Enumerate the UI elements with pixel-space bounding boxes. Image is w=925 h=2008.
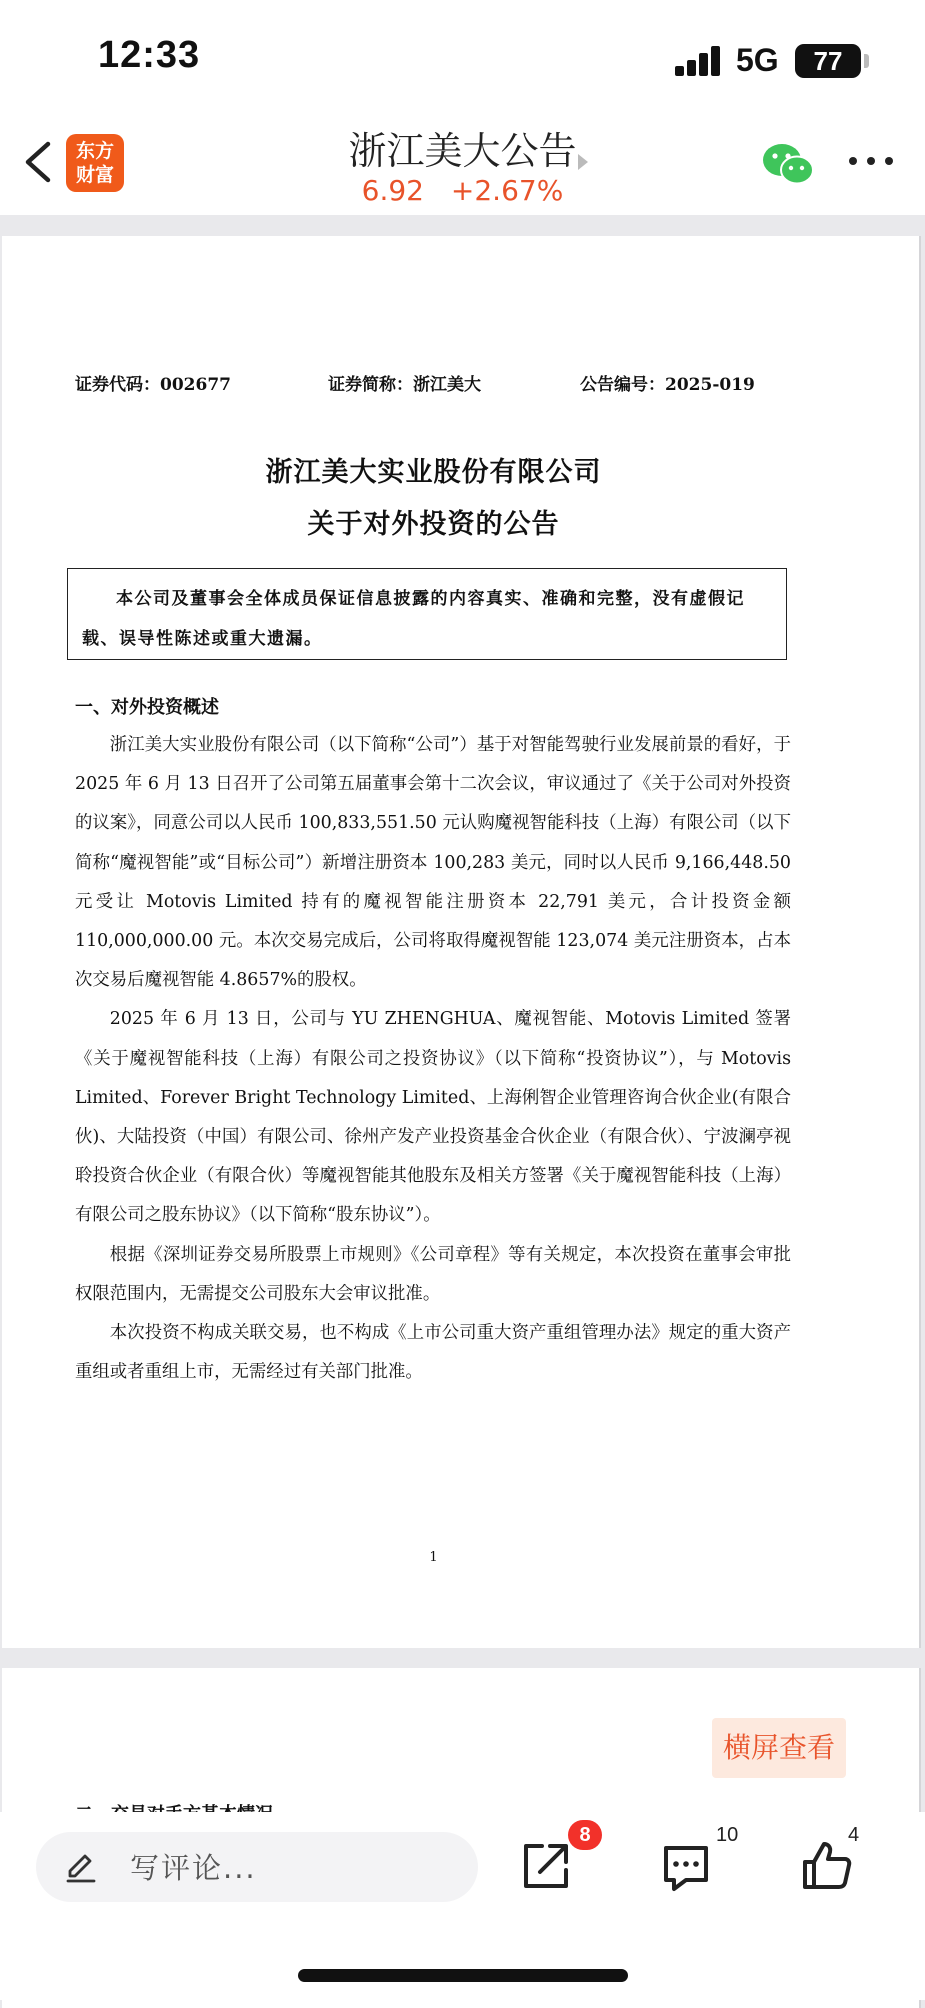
chevron-right-icon[interactable] [578,154,588,170]
paragraph: 2025 年 6 月 13 日，公司与 YU ZHENGHUA、魔视智能、Motovis Limited 签署《关于魔视智能科技（上海）有限公司之投资协议》（以下简称“投资协议”），与 Motovis Limited、Forever Bright Technology Limited、上海俐智企业管理咨询合伙企业(有限合伙)、大陆投资（中国）有限公司、徐州产发产业投资基金合伙企业（有限合伙）、宁波澜亭视聆投资合伙企业（有限合伙）等魔视智能其他股东及相关方签署《关于魔视智能科技（上海）有限公司之股东协议》（以下简称“股东协议”）。 [75,1009,791,1226]
document-title-line1: 浙江美大实业股份有限公司 [265,457,602,488]
status-bar [0,0,925,110]
document-page[interactable] [2,236,921,1648]
home-indicator[interactable] [298,1969,628,1982]
like-count: 4 [848,1824,860,1846]
share-icon[interactable] [520,1840,572,1892]
logo-line1: 东方 [75,140,114,162]
landscape-view-button[interactable]: 横屏查看 [712,1718,846,1778]
bottom-bar [0,1812,925,2000]
security-short-name: 证券简称：浙江美大 [328,375,481,395]
comment-count: 10 [716,1824,739,1846]
page-title: 浙江美大公告 [348,129,577,173]
more-icon[interactable] [846,146,896,176]
comment-input[interactable] [36,1832,478,1902]
comment-placeholder: 写评论... [130,1851,257,1885]
document-body [75,726,791,1392]
nav-bar [0,110,925,215]
share-badge: 8 [568,1820,602,1850]
battery-cap [864,54,869,68]
stock-price: 6.92 [361,174,424,207]
declaration-box: 本公司及董事会全体成员保证信息披露的内容真实、准确和完整，没有虚假记载、误导性陈述或重大遗漏。 [67,568,787,660]
paragraph: 本次投资不构成关联交易，也不构成《上市公司重大资产重组管理办法》规定的重大资产重组或者重组上市，无需经过有关部门批准。 [75,1323,791,1383]
status-time: 12:33 [98,34,201,76]
paragraph: 浙江美大实业股份有限公司（以下简称“公司”）基于对智能驾驶行业发展前景的看好，于 2025 年 6 月 13 日召开了公司第五届董事会第十二次会议，审议通过了《关于公司对外投资的议案》，同意公司以人民币 100,833,551.50 元认购魔视智能科技（上海）有限公司（以下简称“魔视智能”或“目标公司”）新增注册资本 100,283 美元，同时以人民币 9,166,448.50 元受让 Motovis Limited 持有的魔视智能注册资本 22,791 美元，合计投资金额 110,000,000.00 元。本次交易完成后，公司将取得魔视智能 123,074 美元注册资本，占本次交易后魔视智能 4.8657%的股权。 [75,735,791,991]
security-code: 证券代码：002677 [75,375,231,395]
document-title-line2: 关于对外投资的公告 [307,509,560,540]
section-heading: 一、对外投资概述 [75,697,219,718]
notice-number: 公告编号：2025-019 [580,375,755,395]
stock-change: +2.67% [450,174,564,207]
network-type: 5G [736,42,779,78]
page-number: 1 [429,1550,438,1565]
battery-icon: 77 [795,44,861,78]
pencil-icon [64,1850,98,1884]
paragraph: 根据《深圳证券交易所股票上市规则》《公司章程》等有关规定，本次投资在董事会审批权限范围内，无需提交公司股东大会审议批准。 [75,1244,791,1304]
thumbs-up-icon[interactable] [800,1838,854,1892]
signal-icon [675,46,721,76]
logo-line2: 财富 [75,164,114,186]
comment-icon[interactable] [660,1842,712,1894]
wechat-icon[interactable] [762,142,814,186]
